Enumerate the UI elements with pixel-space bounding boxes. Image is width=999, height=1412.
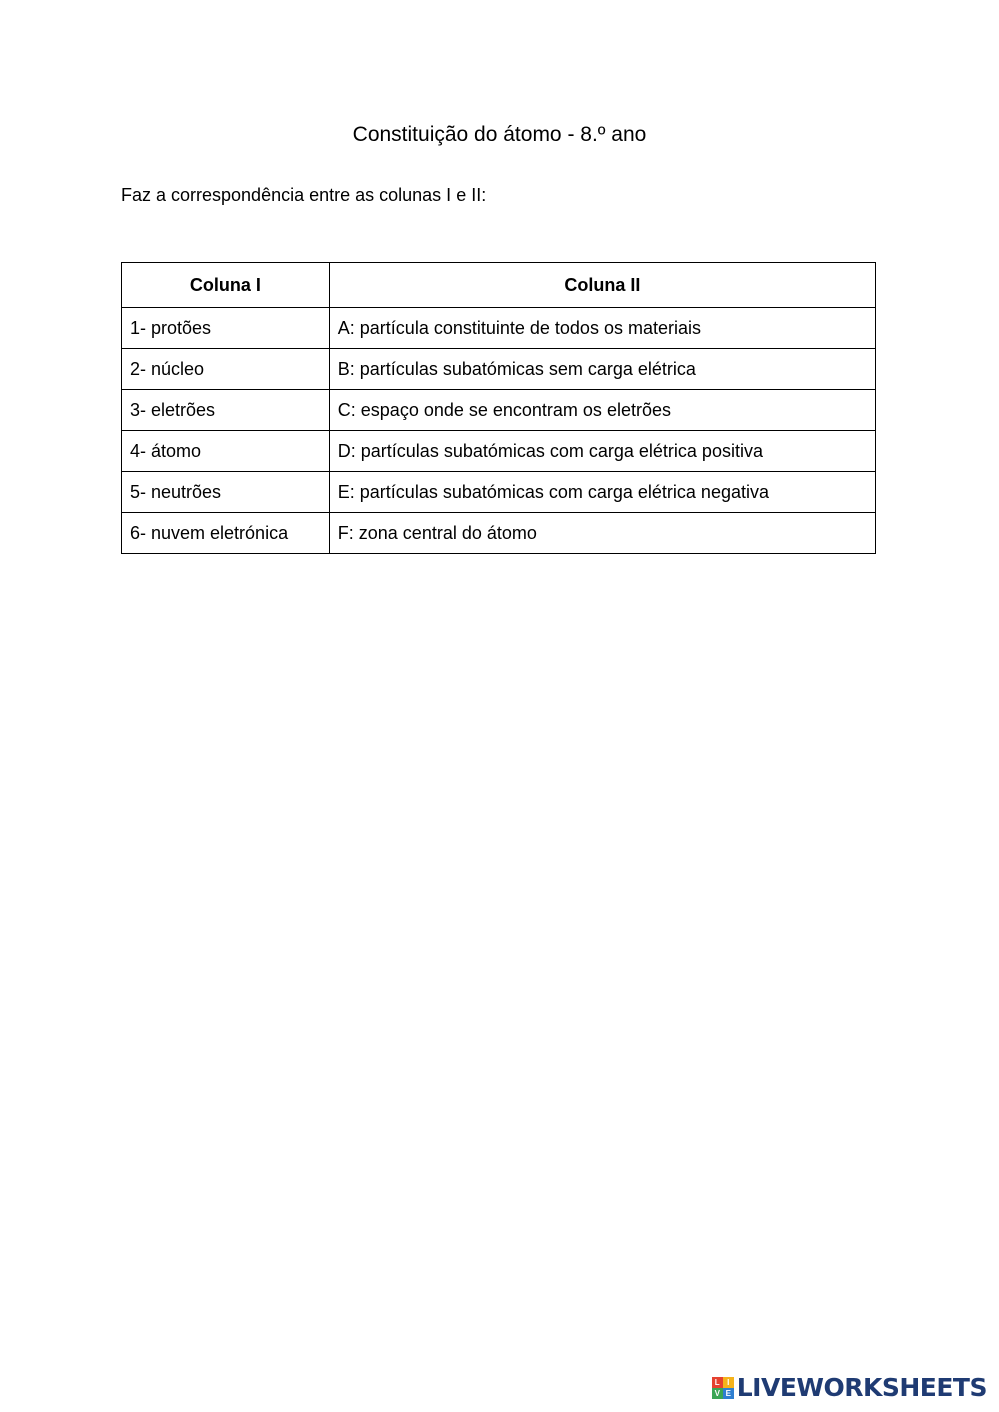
definition-cell: B: partículas subatómicas sem carga elétrica	[329, 349, 875, 390]
term-cell: 6- nuvem eletrónica	[122, 513, 330, 554]
logo-letter-v: V	[712, 1388, 723, 1399]
logo-letter-e: E	[723, 1388, 734, 1399]
document-title: Constituição do átomo - 8.º ano	[352, 123, 647, 146]
term-cell: 4- átomo	[122, 431, 330, 472]
term-cell: 2- núcleo	[122, 349, 330, 390]
term-cell: 5- neutrões	[122, 472, 330, 513]
table-row	[122, 431, 876, 472]
definition-cell: F: zona central do átomo	[329, 513, 875, 554]
liveworksheets-brand	[712, 1372, 987, 1404]
term-cell: 3- eletrões	[122, 390, 330, 431]
definition-cell: D: partículas subatómicas com carga elétrica positiva	[329, 431, 875, 472]
table-row	[122, 513, 876, 554]
instruction-text: Faz a correspondência entre as colunas I e II:	[121, 185, 487, 205]
table-row	[122, 349, 876, 390]
logo-letter-l: L	[712, 1377, 723, 1388]
table-row	[122, 390, 876, 431]
definition-cell: A: partícula constituinte de todos os materiais	[329, 308, 875, 349]
definition-cell: C: espaço onde se encontram os eletrões	[329, 390, 875, 431]
table-row	[122, 472, 876, 513]
column-header-coluna-i: Coluna I	[122, 263, 330, 308]
matching-table	[121, 262, 876, 554]
definition-cell: E: partículas subatómicas com carga elétrica negativa	[329, 472, 875, 513]
term-cell: 1- protões	[122, 308, 330, 349]
column-header-coluna-ii: Coluna II	[329, 263, 875, 308]
liveworksheets-logo-icon	[712, 1377, 734, 1399]
liveworksheets-logo-text: LIVEWORKSHEETS	[736, 1373, 987, 1402]
logo-letter-i: I	[723, 1377, 734, 1388]
table-header-row	[122, 263, 876, 308]
table-row	[122, 308, 876, 349]
